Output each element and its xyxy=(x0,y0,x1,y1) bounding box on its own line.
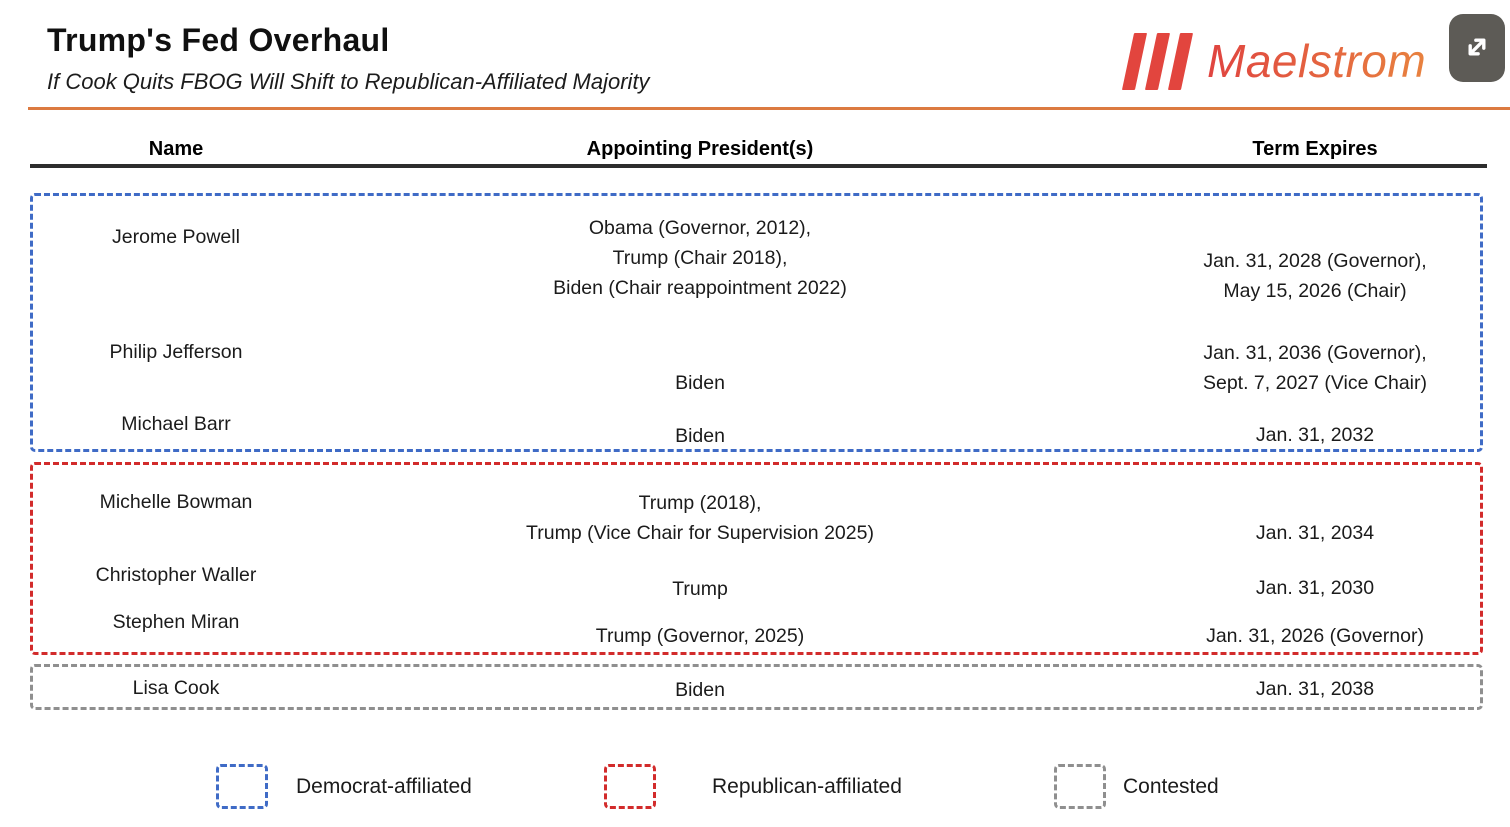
table-cell-appointing: Biden xyxy=(675,372,725,394)
orange-divider xyxy=(28,107,1510,110)
column-header-name: Name xyxy=(148,138,204,160)
table-cell-name: Michelle Bowman xyxy=(99,491,253,513)
legend-swatch-democrat-icon xyxy=(216,764,268,809)
table-cell-name: Michael Barr xyxy=(121,413,231,435)
table-cell-appointing: Trump (Governor, 2025) xyxy=(595,625,805,647)
table-cell-name: Philip Jefferson xyxy=(109,341,243,363)
maelstrom-logo-bars-icon xyxy=(1120,33,1190,90)
table-cell-term: Jan. 31, 2034 xyxy=(1255,522,1375,544)
maelstrom-brand-wordmark: Maelstrom xyxy=(1207,35,1427,87)
table-cell-appointing: Obama (Governor, 2012), Trump (Chair 2018), Biden (Chair reappointment 2022) xyxy=(553,217,847,299)
legend-swatch-republican-icon xyxy=(604,764,656,809)
table-cell-appointing: Trump xyxy=(672,578,728,600)
page-title: Trump's Fed Overhaul xyxy=(47,22,390,58)
legend-label-republican: Republican-affiliated xyxy=(712,775,902,798)
table-cell-appointing: Biden xyxy=(675,425,725,447)
table-cell-name: Lisa Cook xyxy=(132,677,220,699)
table-header-rule xyxy=(30,164,1487,168)
table-cell-term: Jan. 31, 2030 xyxy=(1255,577,1375,599)
table-cell-term: Jan. 31, 2026 (Governor) xyxy=(1206,625,1424,647)
table-cell-appointing: Biden xyxy=(675,679,725,701)
expand-button[interactable] xyxy=(1449,14,1505,82)
column-header-term-expires: Term Expires xyxy=(1252,138,1378,160)
table-cell-appointing: Trump (2018), Trump (Vice Chair for Supervision 2025) xyxy=(526,492,874,544)
page-subtitle: If Cook Quits FBOG Will Shift to Republican-Affiliated Majority xyxy=(47,69,650,94)
table-cell-name: Stephen Miran xyxy=(112,611,240,633)
table-cell-name: Christopher Waller xyxy=(95,564,257,586)
expand-arrows-icon xyxy=(1460,30,1494,67)
legend-label-democrat: Democrat-affiliated xyxy=(296,775,472,798)
legend-label-contested: Contested xyxy=(1123,775,1219,798)
table-cell-term: Jan. 31, 2028 (Governor), May 15, 2026 (Chair) xyxy=(1203,250,1427,302)
table-cell-term: Jan. 31, 2038 xyxy=(1255,678,1375,700)
table-cell-name: Jerome Powell xyxy=(112,226,240,248)
legend-swatch-contested-icon xyxy=(1054,764,1106,809)
table-cell-term: Jan. 31, 2032 xyxy=(1255,424,1375,446)
table-cell-term: Jan. 31, 2036 (Governor), Sept. 7, 2027 (Vice Chair) xyxy=(1202,342,1427,394)
column-header-appointing-president: Appointing President(s) xyxy=(586,138,814,160)
